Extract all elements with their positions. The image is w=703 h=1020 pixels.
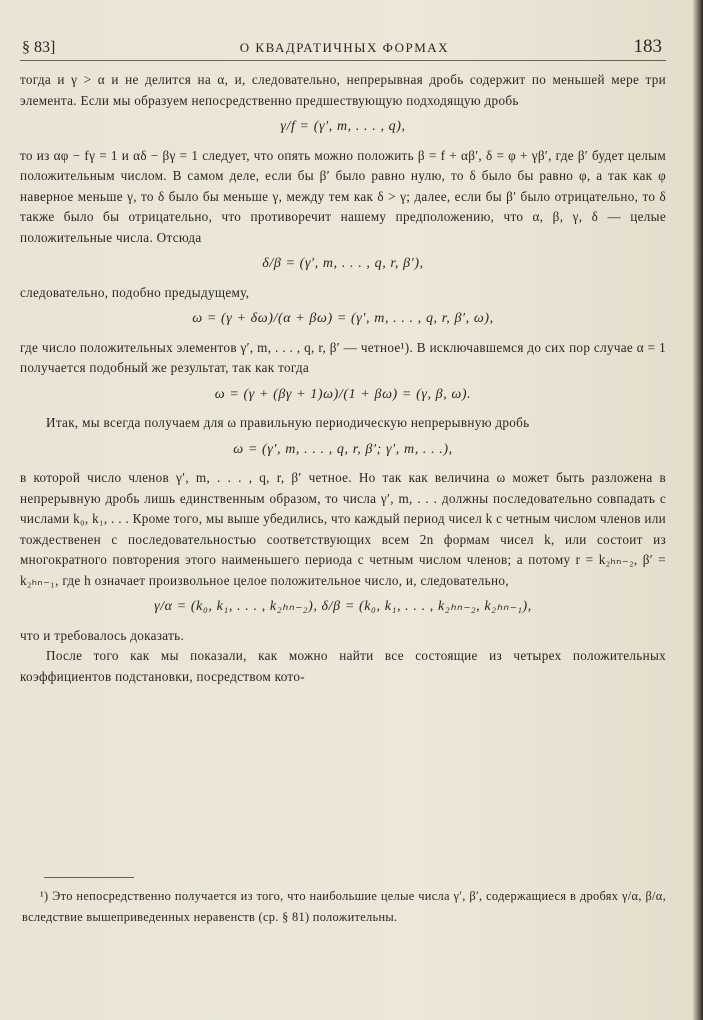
main-text — [20, 70, 666, 687]
formula-5: ω = (γ′, m, . . . , q, r, β′; γ′, m, . . .), — [233, 441, 453, 457]
formula-2: δ/β = (γ′, m, . . . , q, r, β′), — [262, 256, 424, 271]
section-reference: § 83] — [22, 39, 56, 56]
footnote-text: ¹) Это непосредственно получается из того, что наибольшие целые числа γ′, β′, содержащиеся в дробях γ/α, β/α, вследствие вышеприведенных неравенств (ср. § 81) положительны. — [22, 889, 666, 924]
formula-1: γ/f = (γ′, m, . . . , q), — [280, 119, 406, 134]
paragraph-2: то из αφ − fγ = 1 и αδ − βγ = 1 следует, что опять можно положить β = f + αβ′, δ = φ + γβ′, где β′ будет целым положительным числом. В самом деле, если бы β′ было равно нулю, то δ было бы равно φ, а так как φ наверное меньше γ, то δ было бы меньше γ, между тем как δ > γ; далее, если бы β′ было отрицательно, то δ также было бы отрицательно, что противоречит нашему предположению, что α, β, γ, δ — целые положительные числа. Отсюда — [20, 147, 666, 245]
formula-6: γ/α = (k₀, k₁, . . . , k₂ₕₙ₋₂), δ/β = (k₀, k₁, . . . , k₂ₕₙ₋₂, k₂ₕₙ₋₁), — [154, 599, 532, 614]
footnote — [22, 886, 666, 928]
running-header — [22, 36, 662, 58]
paragraph-6: в которой число членов γ′, m, . . . , q, r, β′ четное. Но так как величина ω может быть разложена в непрерывную дробь лишь единственным образом, то числа γ′, m, . . . должны последовательно совпадать с числами k₀, k₁, . . . Кроме того, мы выше убедились, что каждый период чисел k с четным числом членов или тождественен с последовательностью соответствующих всем 2n формам чисел k, или состоит из многократного повторения этого наименьшего периода с четным числом членов; а потому r = k₂ₕₙ₋₂, β′ = k₂ₕₙ₋₁, где h означает произвольное целое положительное число, и, следовательно, — [20, 470, 666, 588]
paragraph-1: тогда и γ > α и не делится на α, и, следовательно, непрерывная дробь содержит по меньшей мере три элемента. Если мы образуем непосредственно предшествующую подходящую дробь — [20, 72, 666, 108]
page-edge-shadow — [693, 0, 703, 1020]
paragraph-8: После того как мы показали, как можно найти все состоящие из четырех положительных коэффициентов подстановки, посредством кото- — [20, 648, 666, 684]
paragraph-3: следовательно, подобно предыдущему, — [20, 284, 250, 300]
paragraph-4: где число положительных элементов γ′, m, . . . , q, r, β′ — четное¹). В исключавшемся до сих пор случае α = 1 получается подобный же результат, так как тогда — [20, 339, 666, 375]
running-title: О КВАДРАТИЧНЫХ ФОРМАХ — [239, 40, 450, 55]
header-rule — [20, 60, 666, 61]
paragraph-5: Итак, мы всегда получаем для ω правильную периодическую непрерывную дробь — [46, 415, 530, 430]
footnote-rule — [44, 877, 134, 878]
page-number: 183 — [633, 36, 662, 57]
formula-3: ω = (γ + δω)/(α + βω) = (γ′, m, . . . , q, r, β′, ω), — [192, 311, 494, 326]
formula-4: ω = (γ + (βγ + 1)ω)/(1 + βω) = (γ, β, ω). — [214, 386, 472, 402]
paragraph-7: что и требовалось доказать. — [20, 627, 185, 643]
